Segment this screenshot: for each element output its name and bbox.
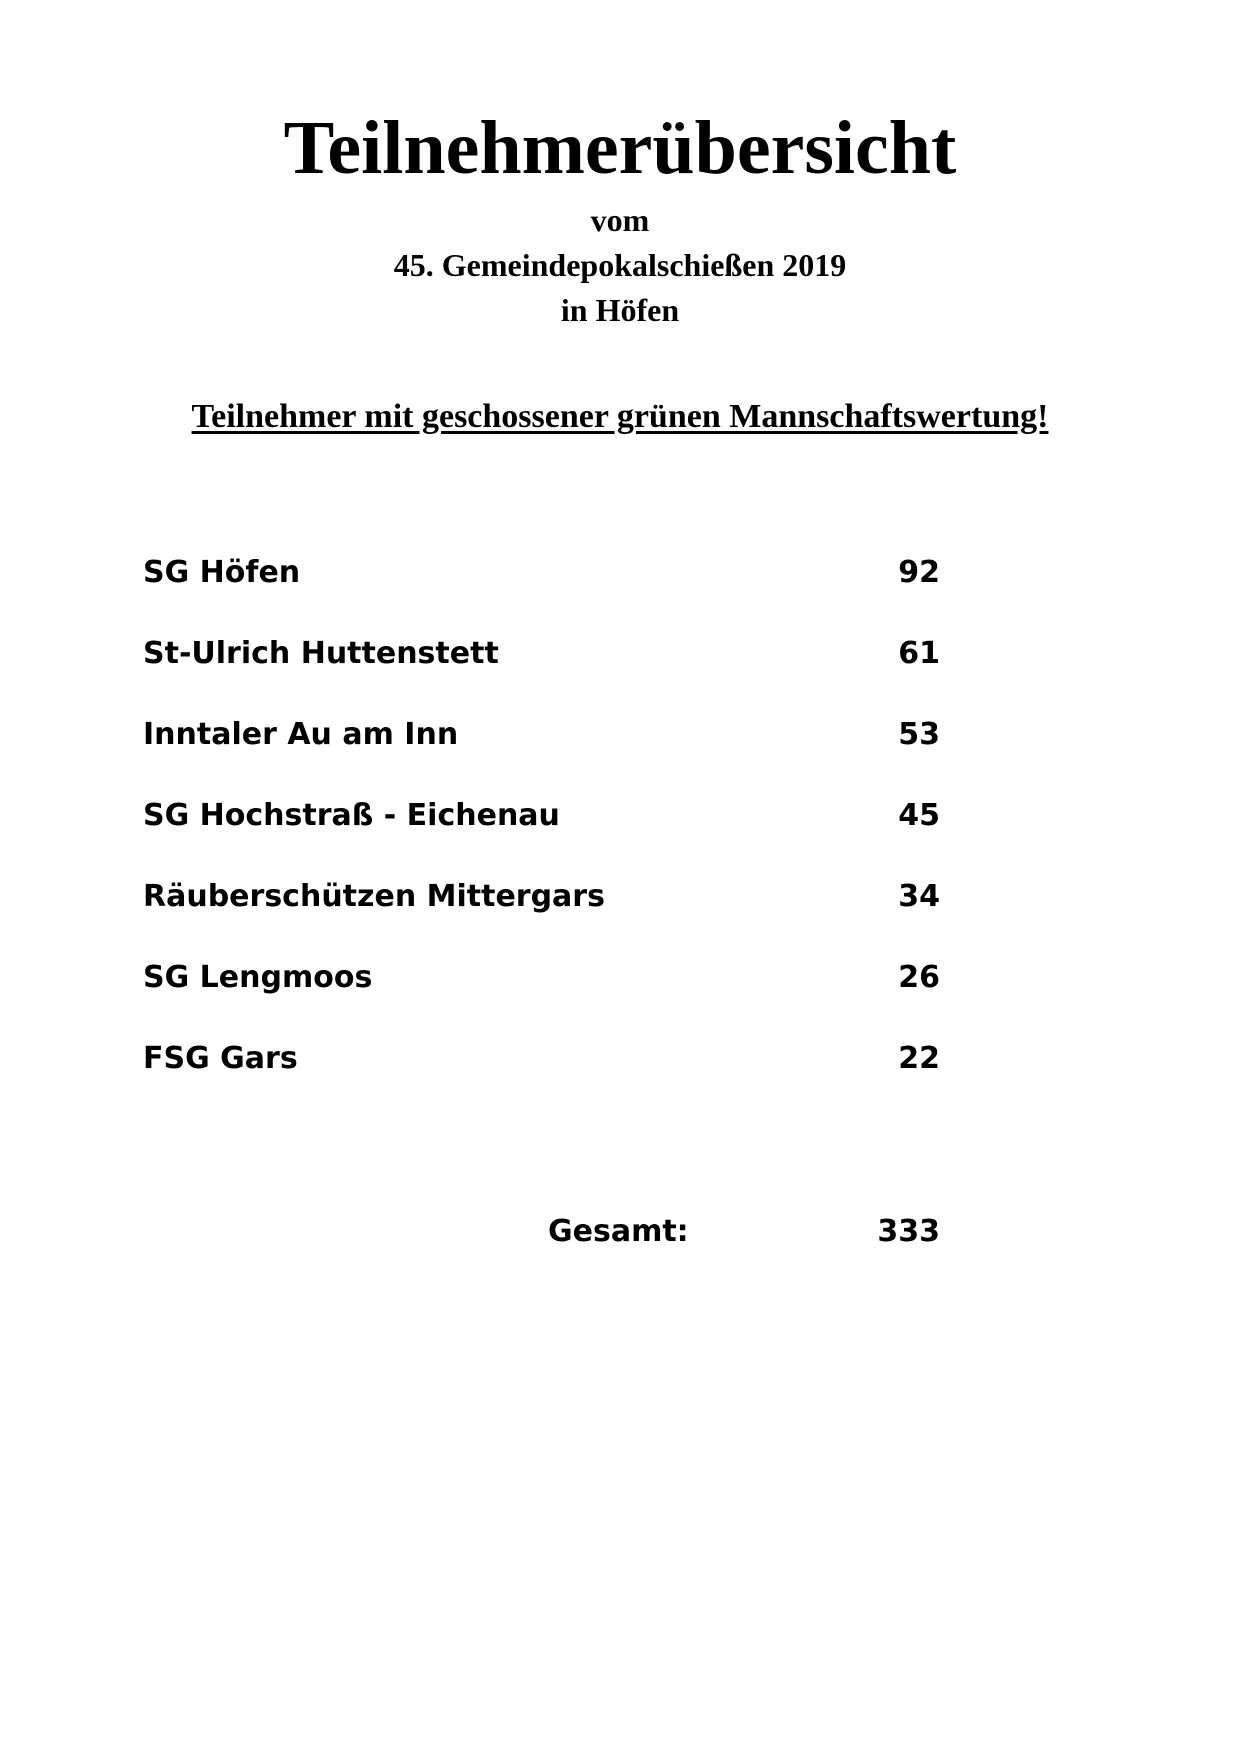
team-name: Räuberschützen Mittergars xyxy=(143,879,605,914)
team-name: SG Höfen xyxy=(143,555,301,590)
team-count: 45 xyxy=(898,798,940,833)
total-value: 333 xyxy=(877,1214,940,1249)
team-list xyxy=(0,548,1240,1115)
subtitle-line-3: in Höfen xyxy=(560,292,680,328)
team-name: SG Lengmoos xyxy=(143,960,373,995)
team-count: 34 xyxy=(898,879,940,914)
total-row xyxy=(0,1207,1240,1257)
team-count: 26 xyxy=(898,960,940,995)
subtitle-line-1: vom xyxy=(590,202,650,238)
team-count: 92 xyxy=(898,555,940,590)
team-count: 22 xyxy=(898,1041,940,1076)
team-row xyxy=(0,791,1240,872)
total-label: Gesamt: xyxy=(548,1214,689,1249)
team-row xyxy=(0,548,1240,629)
subtitle-line-2: 45. Gemeindepokalschießen 2019 xyxy=(393,247,847,283)
team-row xyxy=(0,872,1240,953)
section-headline: Teilnehmer mit geschossener grünen Mannschaftswertung! xyxy=(191,398,1049,435)
team-name: Inntaler Au am Inn xyxy=(143,717,459,752)
document-title: Teilnehmerübersicht xyxy=(283,106,957,190)
team-name: St-Ulrich Huttenstett xyxy=(143,636,499,671)
team-count: 53 xyxy=(898,717,940,752)
team-row xyxy=(0,710,1240,791)
team-count: 61 xyxy=(898,636,940,671)
team-row xyxy=(0,629,1240,710)
team-name: SG Hochstraß - Eichenau xyxy=(143,798,560,833)
team-row xyxy=(0,1034,1240,1115)
team-row xyxy=(0,953,1240,1034)
team-name: FSG Gars xyxy=(143,1041,298,1076)
